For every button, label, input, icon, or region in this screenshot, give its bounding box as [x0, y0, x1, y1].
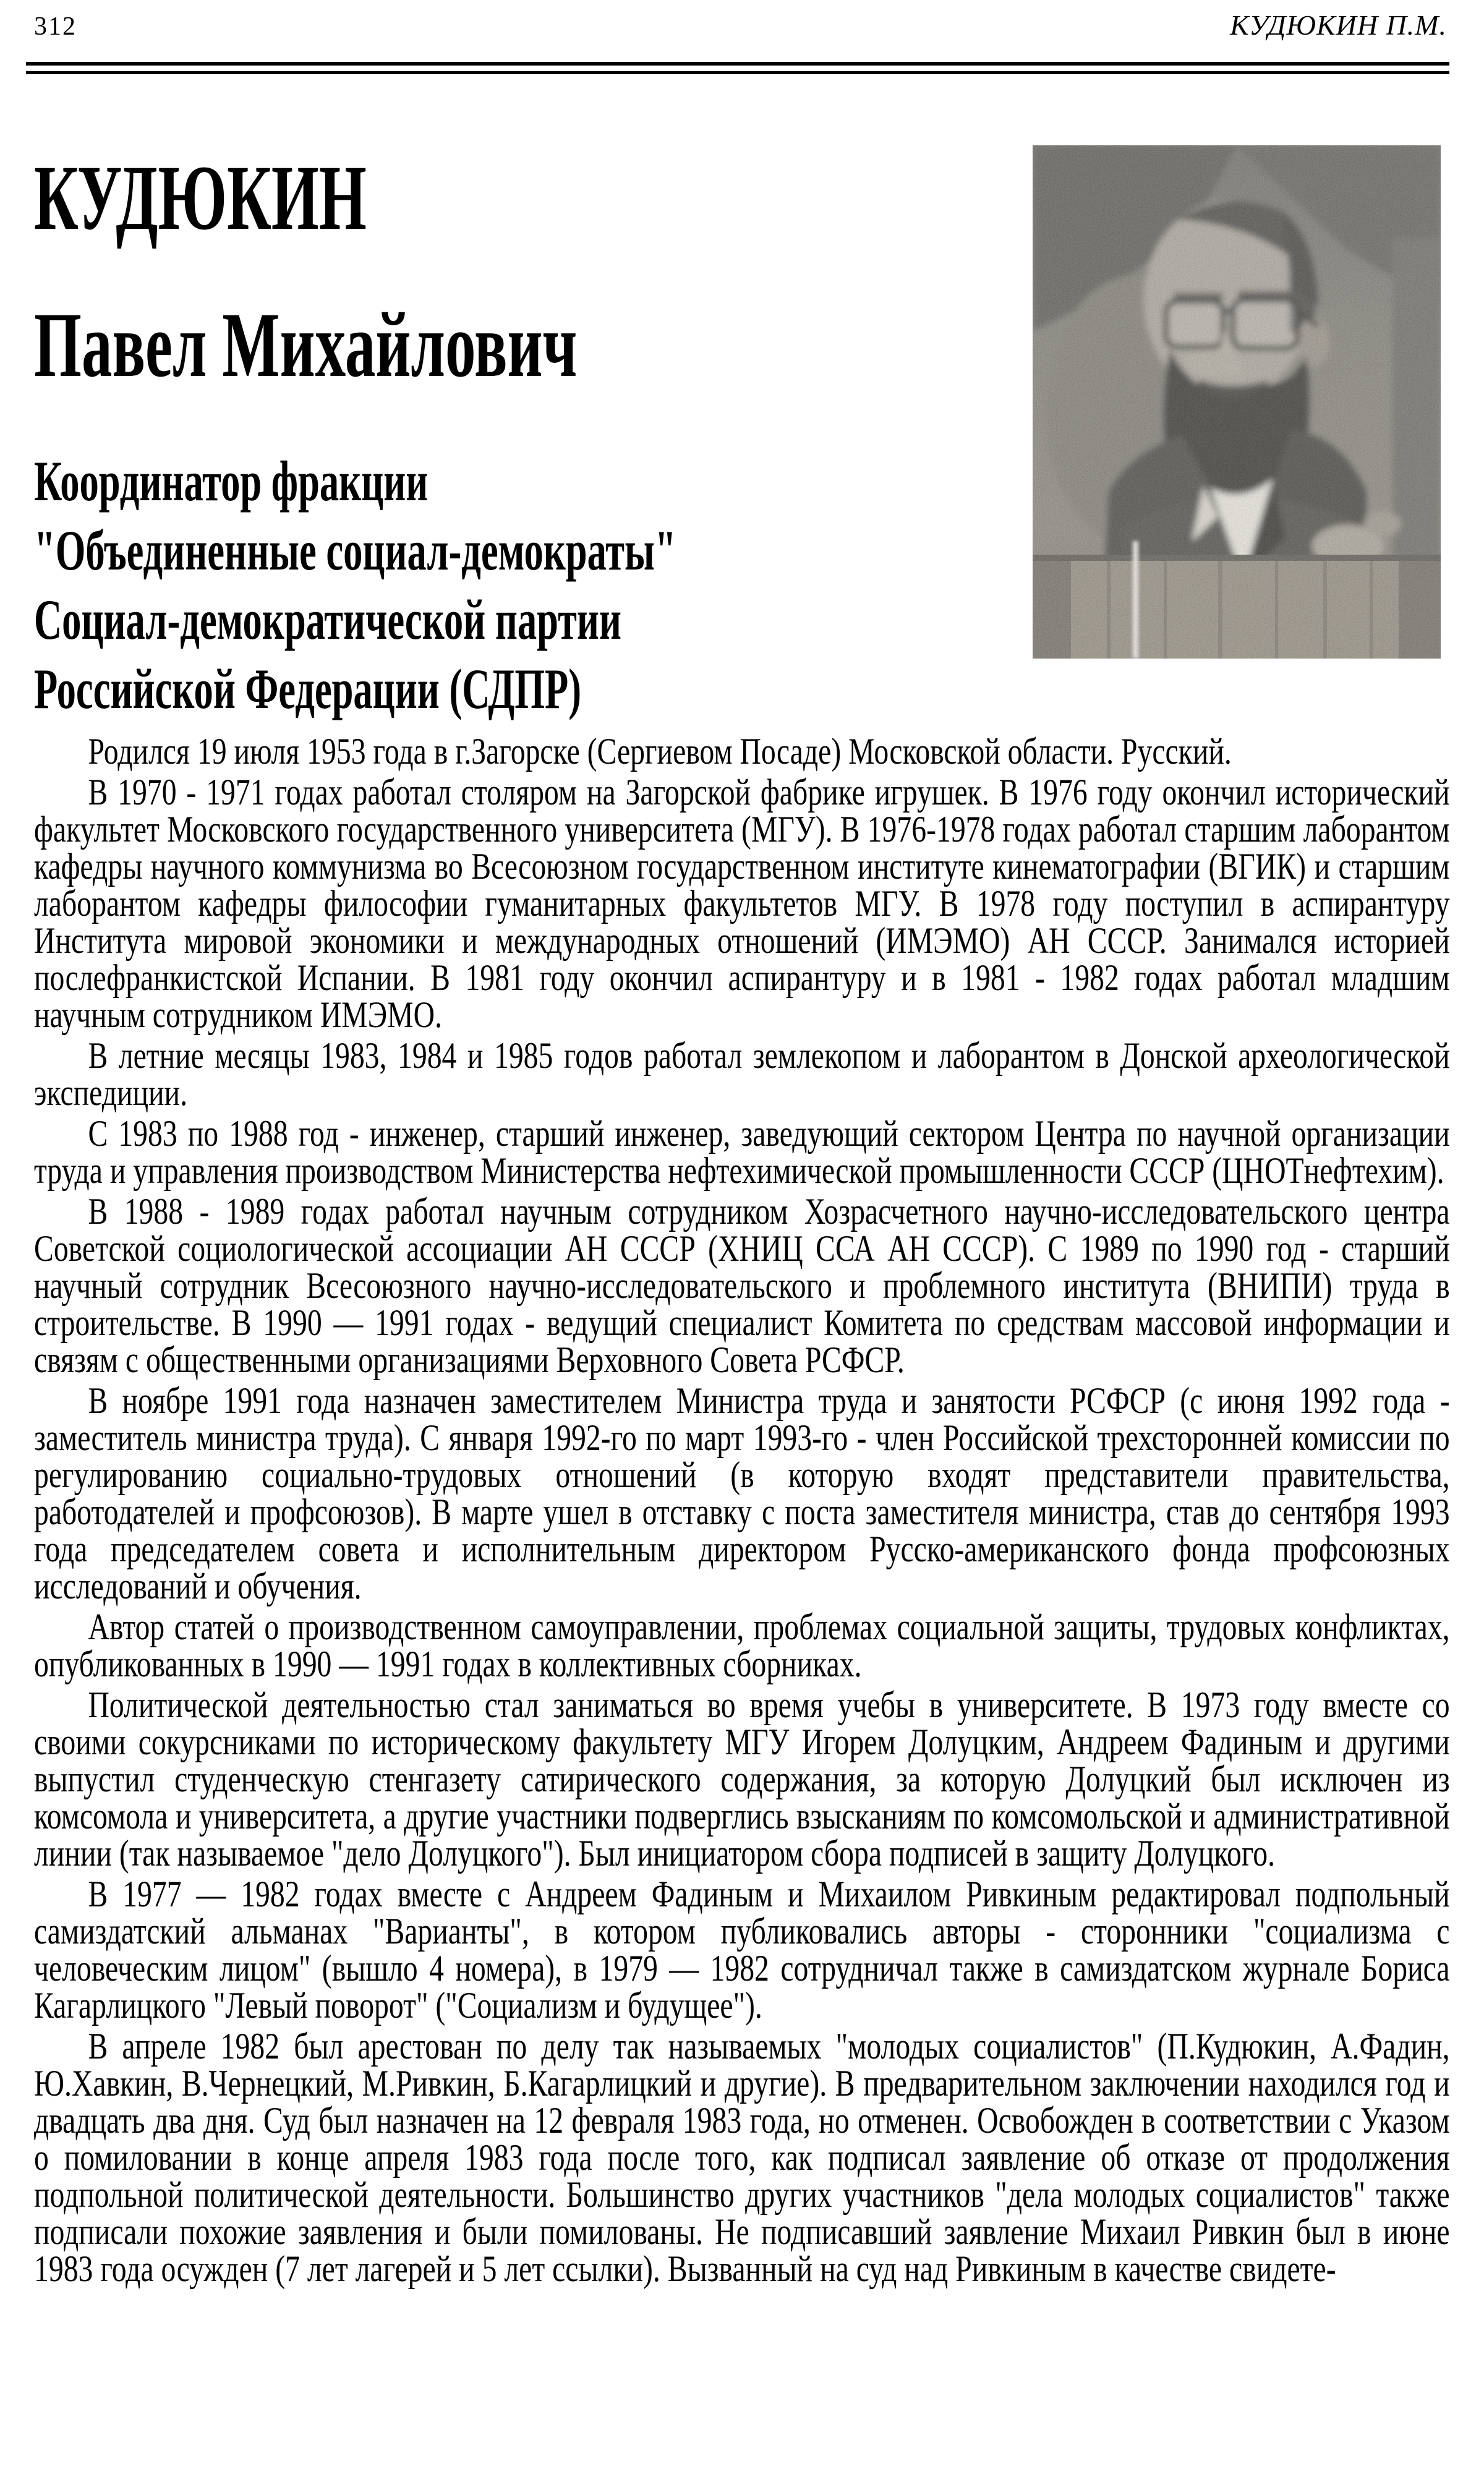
subtitle-line: "Объединенные социал-демократы": [34, 519, 676, 582]
paragraph: В 1970 - 1971 годах работал столяром на Загорской фабрике игрушек. В 1976 году окончил исторический факультет Московского государственного университета (МГУ). В 1976-1978 годах работал старшим лаборантом кафедры научного коммунизма во Всесоюзном государственном институте кинематографии (ВГИК) и старшим лаборантом кафедры философии гуманитарных факультетов МГУ. В 1978 году поступил в аспирантуру Института мировой экономики и международных отношений (ИМЭМО) АН СССР. Занимался историей послефранкистской Испании. В 1981 году окончил аспирантуру и в 1981 - 1982 годах работал младшим научным сотрудником ИМЭМО.: [34, 772, 1450, 1035]
article-title: [34, 147, 857, 396]
running-title: КУДЮКИН П.М.: [1230, 9, 1447, 41]
page-header: [34, 9, 1447, 41]
subtitle-line: Координатор фракции: [34, 450, 429, 513]
paragraph: В апреле 1982 был арестован по делу так называемых "молодых социалистов" (П.Кудюкин, А.Фадин, Ю.Хавкин, В.Чернецкий, М.Ривкин, Б.Кагарлицкий и другие). В предварительном заключении находился год и двадцать два дня. Суд был назначен на 12 февраля 1983 года, но отменен. Освобожден в соответствии с Указом о помиловании в конце апреля 1983 года после того, как подписал заявление об отказе от продолжения подпольной политической деятельности. Большинство других участников "дела молодых социалистов" также подписали похожие заявления и были помилованы. Не подписавший заявление Михаил Ривкин был в июне 1983 года осужден (7 лет лагерей и 5 лет ссылки). Вызванный на суд над Ривкиным в качестве свидете-: [34, 2026, 1450, 2289]
subtitle-line: Социал-демократической партии: [34, 588, 621, 651]
body-text: [34, 733, 1450, 2287]
page-number: 312: [34, 12, 77, 41]
title-name-patronymic: Павел Михайлович: [34, 294, 578, 396]
paragraph: В 1977 — 1982 годах вместе с Андреем Фадиным и Михаилом Ривкиным редактировал подпольный самиздатский альманах "Варианты", в котором публиковались авторы - сторонники "социализма с человеческим лицом" (вышло 4 номера), в 1979 — 1982 сотрудничал также в самиздатском журнале Бориса Кагарлицкого "Левый поворот" ("Социализм и будущее").: [34, 1874, 1450, 2026]
paragraph: С 1983 по 1988 год - инженер, старший инженер, заведующий сектором Центра по научной организации труда и управления производством Министерства нефтехимической промышленности СССР (ЦНОТнефтехим).: [34, 1113, 1450, 1191]
paragraph: Родился 19 июля 1953 года в г.Загорске (Сергиевом Посаде) Московской области. Русский.: [88, 731, 1232, 772]
photo-grain-overlay: [1033, 145, 1441, 659]
portrait-photo: [1033, 145, 1441, 659]
header-double-rule: [26, 62, 1449, 74]
paragraph: Политической деятельностью стал заниматься во время учебы в университете. В 1973 году вместе со своими сокурсниками по историческому факультету МГУ Игорем Долуцким, Андреем Фадиным и другими выпустил студенческую стенгазету сатирического содержания, за которую Долуцкий был исключен из комсомола и университета, а другие участники подверглись взысканиям по комсомольской и административной линии (так называемое "дело Долуцкого"). Был инициатором сбора подписей в защиту Долуцкого.: [34, 1684, 1450, 1874]
paragraph: В летние месяцы 1983, 1984 и 1985 годов работал землекопом и лаборантом в Донской археологической экспедиции.: [34, 1035, 1450, 1113]
paragraph: В ноябре 1991 года назначен заместителем Министра труда и занятости РСФСР (с июня 1992 года - заместитель министра труда). С января 1992-го по март 1993-го - член Российской трехсторонней комиссии по регулированию социально-трудовых отношений (в которую входят представители правительства, работодателей и профсоюзов). В марте ушел в отставку с поста заместителя министра, став до сентября 1993 года председателем совета и исполнительным директором Русско-американского фонда профсоюзных исследований и обучения.: [34, 1380, 1450, 1607]
subtitle-line: Российской Федерации (СДПР): [34, 657, 582, 720]
title-surname: КУДЮКИН: [34, 147, 367, 249]
paragraph: В 1988 - 1989 годах работал научным сотрудником Хозрасчетного научно-исследовательского центра Советской социологической ассоциации АН СССР (ХНИЦ ССА АН СССР). С 1989 по 1990 год - старший научный сотрудник Всесоюзного научно-исследовательского и проблемного института (ВНИПИ) труда в строительстве. В 1990 — 1991 годах - ведущий специалист Комитета по средствам массовой информации и связям с общественными организациями Верховного Совета РСФСР.: [34, 1191, 1450, 1380]
position-subtitle: [34, 446, 978, 723]
paragraph: Автор статей о производственном самоуправлении, проблемах социальной защиты, трудовых конфликтах, опубликованных в 1990 — 1991 годах в коллективных сборниках.: [34, 1607, 1450, 1684]
